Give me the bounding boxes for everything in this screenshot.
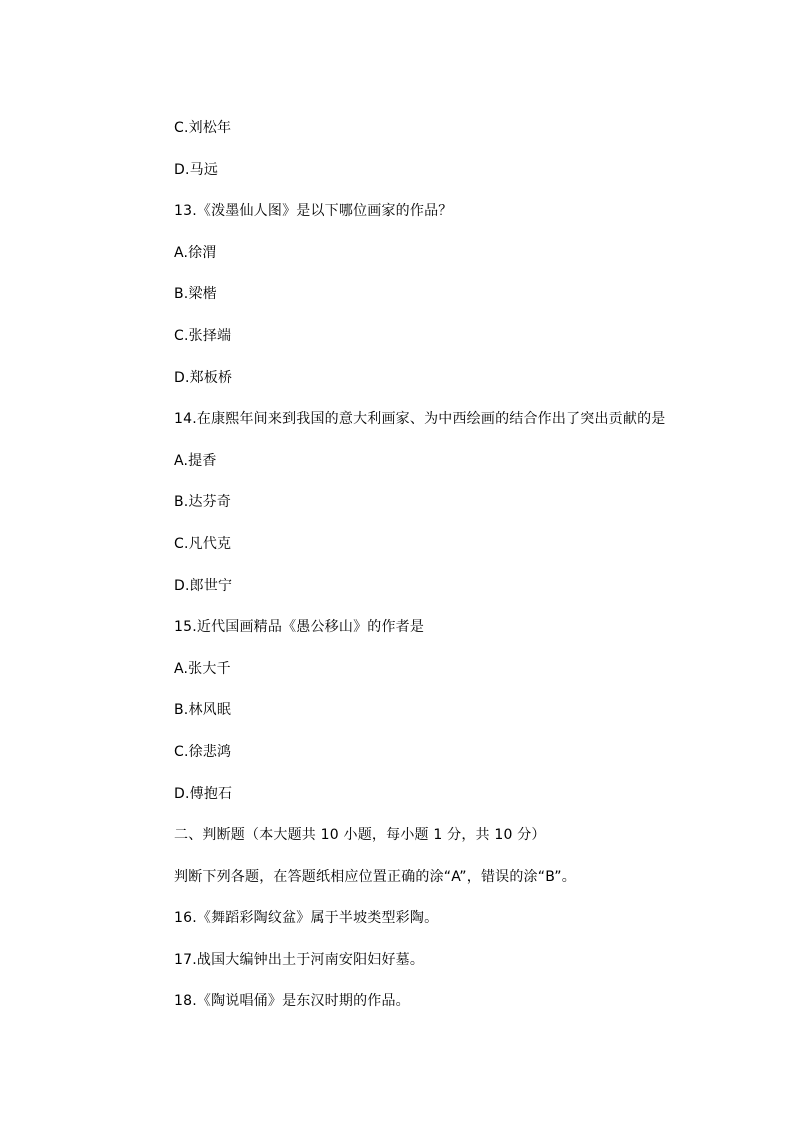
- option-a-q14: A.提香: [174, 452, 217, 469]
- option-a-q13: A.徐渭: [174, 244, 217, 261]
- section-instructions: 判断下列各题，在答题纸相应位置正确的涂“A”，错误的涂“B”。: [174, 868, 576, 885]
- option-c-q12: C.刘松年: [174, 120, 232, 136]
- option-d-q13: D.郑板桥: [174, 369, 233, 386]
- option-c-q14: C.凡代克: [174, 535, 232, 552]
- question-18: 18.《陶说唱俑》是东汉时期的作品。: [174, 993, 410, 1010]
- option-d-q15: D.傅抱石: [174, 785, 233, 802]
- question-16: 16.《舞蹈彩陶纹盆》属于半坡类型彩陶。: [174, 910, 439, 927]
- option-d-q14: D.郎世宁: [174, 577, 233, 594]
- question-17: 17.战国大编钟出土于河南安阳妇好墓。: [174, 951, 425, 968]
- option-b-q15: B.林风眠: [174, 702, 232, 719]
- option-b-q14: B.达芬奇: [174, 494, 232, 511]
- option-d-q12: D.马远: [174, 161, 219, 178]
- section-heading-true-false: 二、判断题（本大题共 10 小题，每小题 1 分，共 10 分）: [174, 827, 546, 844]
- option-c-q13: C.张择端: [174, 327, 232, 344]
- question-13: 13.《泼墨仙人图》是以下哪位画家的作品？: [174, 203, 453, 220]
- option-b-q13: B.梁楷: [174, 286, 217, 303]
- option-c-q15: C.徐悲鸿: [174, 743, 232, 760]
- option-a-q15: A.张大千: [174, 660, 231, 677]
- question-15: 15.近代国画精品《愚公移山》的作者是: [174, 619, 425, 636]
- exam-page: [174, 116, 774, 1031]
- question-14: 14.在康熙年间来到我国的意大利画家、为中西绘画的结合作出了突出贡献的是: [174, 411, 666, 428]
